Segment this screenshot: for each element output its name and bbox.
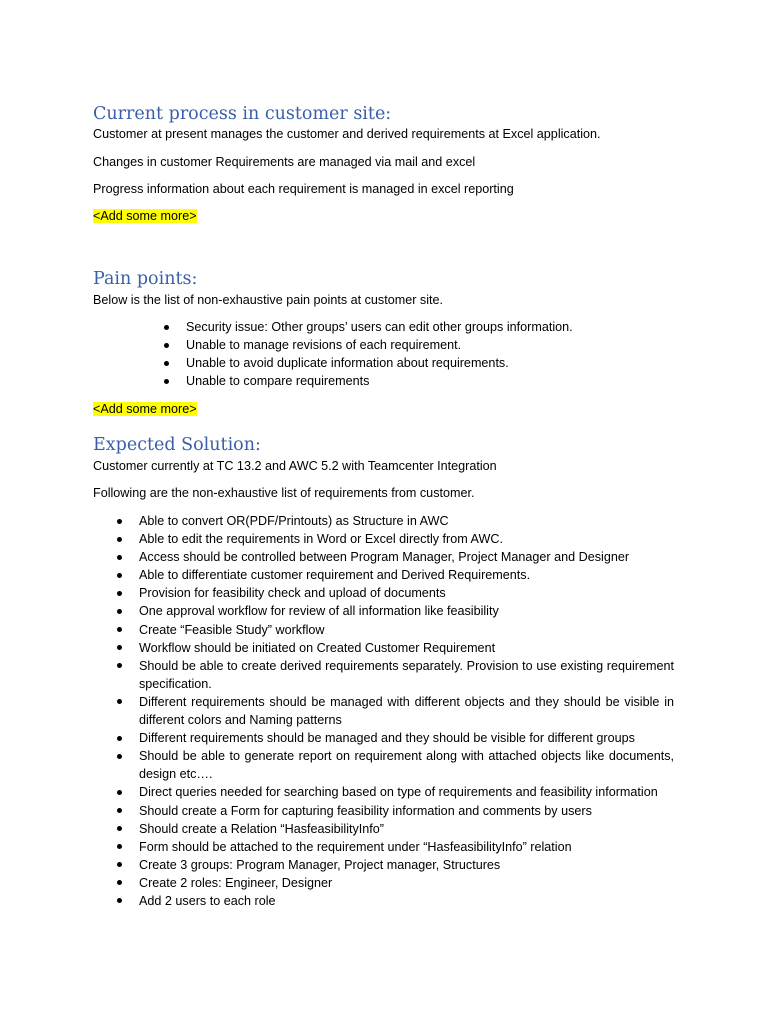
- list-item-text: Security issue: Other groups’ users can edit other groups information.: [186, 320, 573, 334]
- bullet-icon: [117, 663, 122, 668]
- list-item: [139, 802, 674, 820]
- list-item: [139, 602, 674, 620]
- bullet-icon: [117, 736, 122, 741]
- bullet-icon: [164, 379, 169, 384]
- list-item-text: Create 2 roles: Engineer, Designer: [139, 875, 333, 890]
- add-more-highlight: <Add some more>: [93, 402, 197, 416]
- bullet-icon: [117, 645, 122, 650]
- list-item: [139, 566, 674, 584]
- list-item-text: Unable to compare requirements: [186, 374, 370, 389]
- list-item-text: Direct queries needed for searching based on type of requirements and feasibility information: [139, 785, 658, 800]
- list-item: [139, 512, 674, 530]
- list-item: [139, 783, 674, 801]
- list-item: [139, 856, 674, 874]
- bullet-icon: [117, 627, 122, 632]
- expected-solution-paragraph-2: Following are the non-exhaustive list of requirements from customer.: [93, 486, 475, 500]
- bullet-icon: [117, 898, 122, 903]
- current-process-heading: Current process in customer site:: [93, 104, 392, 124]
- bullet-icon: [117, 591, 122, 596]
- list-item-text: Unable to manage revisions of each requirement.: [186, 338, 462, 353]
- bullet-icon: [117, 754, 122, 759]
- bullet-icon: [117, 609, 122, 614]
- bullet-icon: [117, 537, 122, 542]
- list-item: [139, 693, 674, 729]
- list-item: [186, 336, 656, 354]
- bullet-icon: [117, 555, 122, 560]
- list-item-text: Should be able to generate report on requirement along with attached objects like documents, design etc….: [139, 749, 674, 782]
- list-item: [139, 639, 674, 657]
- list-item-text: One approval workflow for review of all information like feasibility: [139, 604, 499, 619]
- list-item: [139, 657, 674, 693]
- bullet-icon: [164, 361, 169, 366]
- list-item-text: Able to differentiate customer requirement and Derived Requirements.: [139, 568, 531, 583]
- pain-points-note: [93, 401, 197, 417]
- list-item-text: Unable to avoid duplicate information about requirements.: [186, 356, 509, 371]
- list-item-text: Different requirements should be managed and they should be visible for different groups: [139, 731, 635, 746]
- expected-solution-heading: Expected Solution:: [93, 435, 261, 455]
- list-item: [139, 747, 674, 783]
- bullet-icon: [117, 844, 122, 849]
- bullet-icon: [164, 325, 169, 330]
- add-more-highlight: <Add some more>: [93, 209, 197, 223]
- current-process-note: [93, 208, 197, 224]
- pain-points-heading: Pain points:: [93, 269, 198, 289]
- pain-points-list: [186, 318, 656, 390]
- bullet-icon: [117, 519, 122, 524]
- current-process-paragraph-1: Customer at present manages the customer and derived requirements at Excel application.: [93, 127, 601, 141]
- bullet-icon: [117, 699, 122, 704]
- list-item-text: Provision for feasibility check and upload of documents: [139, 586, 446, 601]
- requirements-list: [139, 512, 674, 910]
- list-item-text: Create 3 groups: Program Manager, Project manager, Structures: [139, 857, 501, 872]
- list-item: [139, 892, 674, 910]
- bullet-icon: [117, 808, 122, 813]
- bullet-icon: [117, 826, 122, 831]
- list-item: [186, 318, 656, 336]
- list-item: [139, 621, 674, 639]
- list-item-text: Should be able to create derived requirements separately. Provision to use existing requirement specification.: [139, 658, 674, 691]
- list-item-text: Create “Feasible Study” workflow: [139, 622, 325, 637]
- list-item-text: Add 2 users to each role: [139, 893, 276, 908]
- bullet-icon: [117, 880, 122, 885]
- list-item-text: Should create a Form for capturing feasibility information and comments by users: [139, 803, 592, 818]
- list-item: [139, 838, 674, 856]
- current-process-paragraph-2: Changes in customer Requirements are managed via mail and excel: [93, 155, 476, 169]
- bullet-icon: [164, 343, 169, 348]
- list-item-text: Form should be attached to the requirement under “HasfeasibilityInfo” relation: [139, 839, 572, 854]
- list-item-text: Able to edit the requirements in Word or Excel directly from AWC.: [139, 532, 503, 547]
- expected-solution-paragraph-1: Customer currently at TC 13.2 and AWC 5.2 with Teamcenter Integration: [93, 459, 497, 473]
- list-item-text: Able to convert OR(PDF/Printouts) as Structure in AWC: [139, 514, 449, 528]
- list-item: [139, 584, 674, 602]
- list-item-text: Workflow should be initiated on Created Customer Requirement: [139, 640, 496, 655]
- list-item-text: Should create a Relation “HasfeasibilityInfo”: [139, 821, 385, 836]
- list-item: [139, 548, 674, 566]
- list-item: [139, 820, 674, 838]
- list-item-text: Access should be controlled between Program Manager, Project Manager and Designer: [139, 550, 630, 565]
- list-item: [139, 729, 674, 747]
- list-item-text: Different requirements should be managed with different objects and they should be visible in different colors and Naming patterns: [139, 694, 674, 728]
- list-item: [139, 874, 674, 892]
- bullet-icon: [117, 862, 122, 867]
- list-item: [186, 354, 656, 372]
- bullet-icon: [117, 573, 122, 578]
- current-process-paragraph-3: Progress information about each requirement is managed in excel reporting: [93, 182, 514, 196]
- bullet-icon: [117, 790, 122, 795]
- list-item: [186, 372, 656, 390]
- list-item: [139, 530, 674, 548]
- pain-points-intro: Below is the list of non-exhaustive pain points at customer site.: [93, 293, 444, 307]
